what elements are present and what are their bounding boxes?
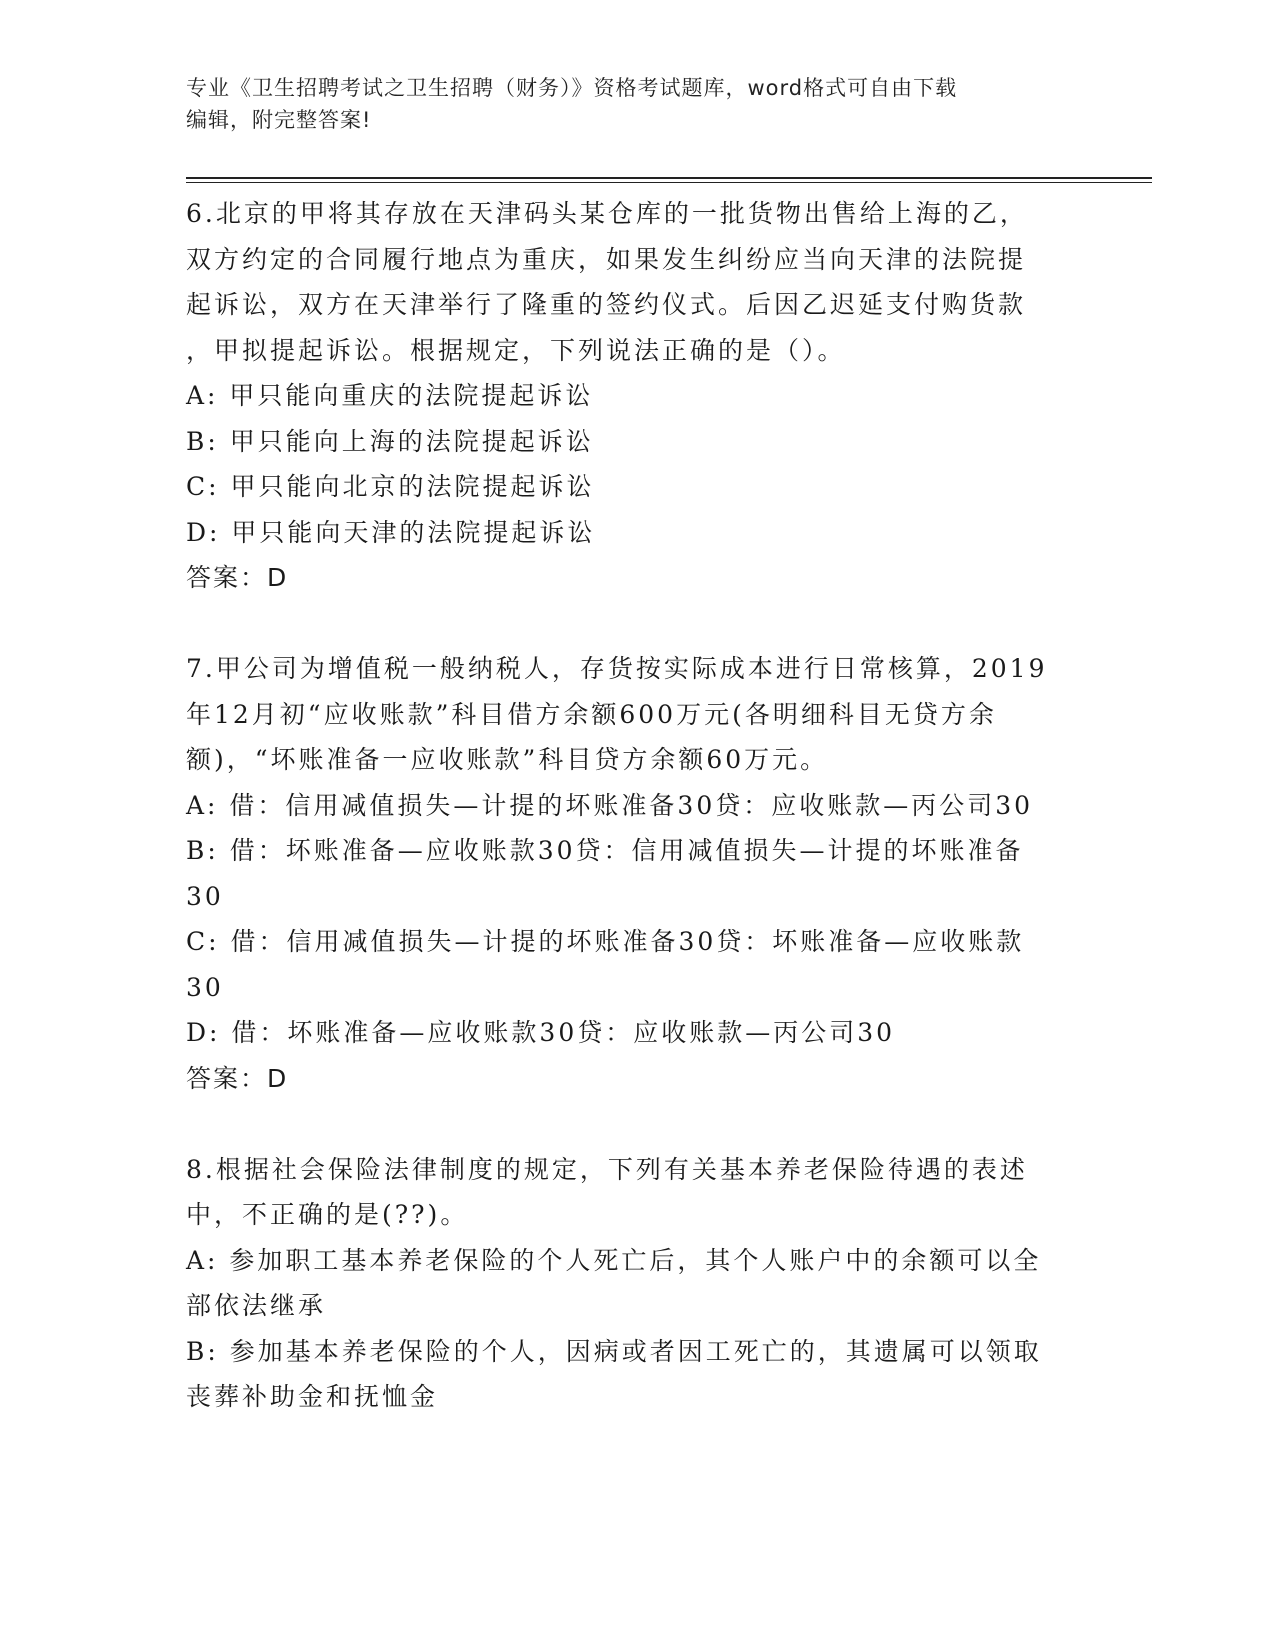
question-7-stem-line: 7.甲公司为增值税一般纳税人，存货按实际成本进行日常核算，2019 <box>186 654 1048 683</box>
spacer <box>186 601 1066 647</box>
question-8-option-b: B: 参加基本养老保险的个人，因病或者因工死亡的，其遗属可以领取 <box>186 1336 1042 1366</box>
question-7-option-b-continued: 30 <box>186 881 224 911</box>
question-6-stem-line: 双方约定的合同履行地点为重庆，如果发生纠纷应当向天津的法院提 <box>186 244 1027 274</box>
header-divider-thick <box>186 177 1152 179</box>
question-7-answer: 答案：D <box>186 1063 289 1093</box>
question-8-option-a-continued: 部依法继承 <box>186 1291 327 1320</box>
question-8-option-a: A: 参加职工基本养老保险的个人死亡后，其个人账户中的余额可以全 <box>186 1245 1042 1275</box>
question-6-option-a: A: 甲只能向重庆的法院提起诉讼 <box>186 381 594 410</box>
header-divider-thin <box>186 182 1152 183</box>
question-6-option-d: D: 甲只能向天津的法院提起诉讼 <box>186 517 596 547</box>
question-7-stem-line: 额)，“坏账准备一应收账款”科目贷方余额60万元。 <box>186 745 829 774</box>
document-header <box>186 72 1086 136</box>
question-list <box>186 191 1066 1420</box>
question-7-option-b: B: 借：坏账准备—应收账款30贷：信用减值损失—计提的坏账准备 <box>186 836 1024 865</box>
question-6-stem-line: ，甲拟提起诉讼。根据规定，下列说法正确的是（）。 <box>186 335 846 365</box>
question-6-option-c: C: 甲只能向北京的法院提起诉讼 <box>186 472 595 501</box>
question-7 <box>186 646 1066 1101</box>
question-8-stem-line: 中，不正确的是(??)。 <box>186 1200 469 1229</box>
question-7-option-c-continued: 30 <box>186 972 224 1002</box>
question-7-stem-line: 年12月初“应收账款”科目借方余额600万元(各明细科目无贷方余 <box>186 699 997 729</box>
header-line-2: 编辑，附完整答案! <box>186 108 372 132</box>
question-8-option-b-continued: 丧葬补助金和抚恤金 <box>186 1382 439 1411</box>
question-6-stem-line: 起诉讼，双方在天津举行了隆重的签约仪式。后因乙迟延支付购货款 <box>186 290 1027 319</box>
question-7-option-c: C: 借：信用减值损失—计提的坏账准备30贷：坏账准备—应收账款 <box>186 927 1025 956</box>
question-6-option-b: B: 甲只能向上海的法院提起诉讼 <box>186 426 594 456</box>
question-6-answer: 答案：D <box>186 563 289 592</box>
question-8 <box>186 1147 1066 1420</box>
spacer <box>186 1101 1066 1147</box>
header-line-1: 专业《卫生招聘考试之卫生招聘（财务）》资格考试题库，word格式可自由下载 <box>186 76 958 100</box>
question-6 <box>186 191 1066 601</box>
question-7-option-d: D: 借：坏账准备—应收账款30贷：应收账款—丙公司30 <box>186 1018 896 1047</box>
question-6-stem-line: 6.北京的甲将其存放在天津码头某仓库的一批货物出售给上海的乙， <box>186 199 1028 228</box>
question-8-stem-line: 8.根据社会保险法律制度的规定，下列有关基本养老保险待遇的表述 <box>186 1154 1028 1184</box>
question-7-option-a: A: 借：信用减值损失—计提的坏账准备30贷：应收账款—丙公司30 <box>186 790 1034 820</box>
